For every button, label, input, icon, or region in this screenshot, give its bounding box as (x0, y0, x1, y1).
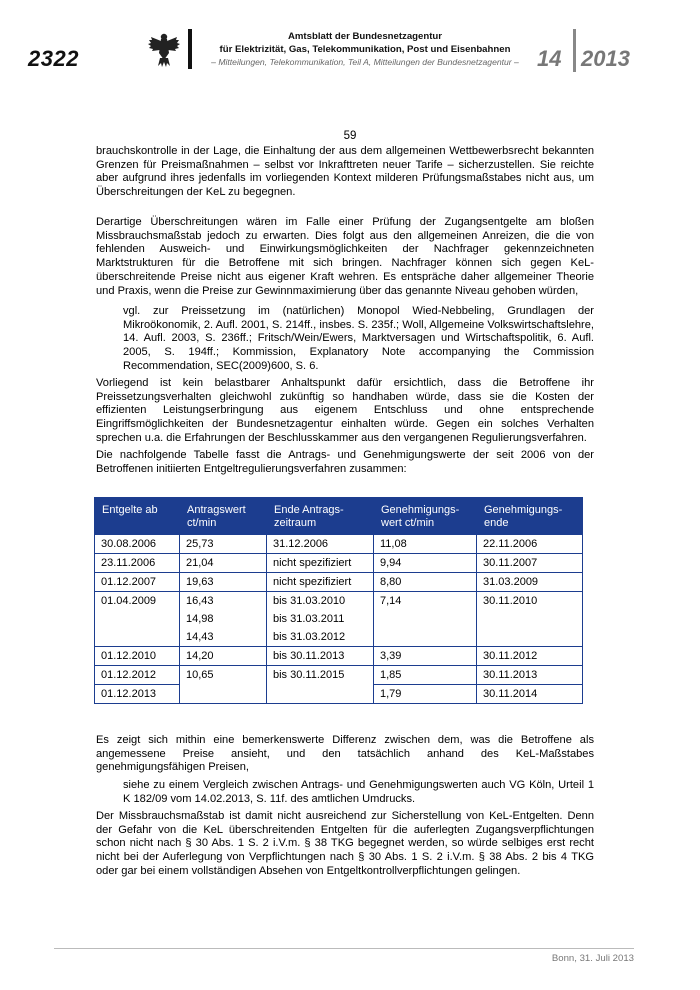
cell-antragswert: 19,63 (180, 573, 267, 592)
cell-ende: 31.12.2006 (267, 535, 374, 554)
cell-entgelte-ab: 01.12.2012 (95, 666, 180, 685)
cell-antragswert: 21,04 (180, 554, 267, 573)
cell-entgelte-ab: 01.12.2013 (95, 685, 180, 704)
header-genehmigungsende: Genehmigungs-ende (477, 498, 583, 535)
header-entgelte-ab: Entgelte ab (95, 498, 180, 535)
cell-antragswert (180, 592, 267, 647)
cell-ende: bis 30.11.2013 (267, 647, 374, 666)
table-row (95, 647, 583, 666)
cell-ende: nicht spezifiziert (267, 554, 374, 573)
cell-ende: nicht spezifiziert (267, 573, 374, 592)
ende-line-2: bis 31.03.2011 (273, 613, 345, 625)
citation-2: siehe zu einem Vergleich zwischen Antrags- und Genehmigungswerten auch VG Köln, Urteil 1 K 182/09 vom 14.02.2013, S. 11f. des amtlichen Umdrucks. (123, 779, 594, 805)
cell-genehmigungsende: 30.11.2013 (477, 666, 583, 685)
federal-eagle-icon (148, 30, 180, 70)
cell-genehmigungswert: 3,39 (374, 647, 477, 666)
header-ende-antragszeitraum: Ende Antrags-zeitraum (267, 498, 374, 535)
issue-divider (573, 29, 576, 72)
issue-number: 14 (537, 46, 562, 71)
cell-entgelte-ab: 01.12.2010 (95, 647, 180, 666)
ende-line-1: bis 31.03.2010 (273, 595, 346, 607)
cell-genehmigungswert: 7,14 (374, 592, 477, 647)
publication-title-line-2: für Elektrizität, Gas, Telekommunikation, Post und Eisenbahnen (219, 43, 511, 55)
cell-genehmigungsende: 30.11.2007 (477, 554, 583, 573)
paragraph-1: brauchskontrolle in der Lage, die Einhaltung der aus dem allgemeinen Wettbewerbsrecht bekannten Grenzen für Preismaßnahmen – selbst vor Inkrafttreten neuer Tarife – sicherzustellen. Sie reichte aber aufgrund ihres jedenfalls im vorliegenden Kontext milderen Prüfungsmaßstabes nicht aus, um Überschreitungen der KeL zu begegnen. (96, 145, 594, 199)
paragraph-5: Es zeigt sich mithin eine bemerkenswerte Differenz zwischen dem, was die Betroffene als angemessene Preise ansieht, und den tatsächlich anhand des KeL-Maßstabes genehmigungsfähigen Preisen, (96, 734, 594, 774)
antragswert-line-2: 14,98 (186, 613, 214, 625)
table-row (95, 573, 583, 592)
cell-genehmigungswert: 1,79 (374, 685, 477, 704)
publication-title-line-1: Amtsblatt der Bundesnetzagentur (287, 31, 443, 42)
cell-ende: bis 30.11.2015 (267, 666, 374, 704)
footer-place-date: Bonn, 31. Juli 2013 (551, 953, 634, 964)
paragraph-6: Der Missbrauchsmaßstab ist damit nicht ausreichend zur Sicherstellung von KeL-Entgelten. Denn der Gefahr von die KeL überschreitenden Entgelten für die auferlegten Zugangsverpflichtungen schon nicht nach § 30 Abs. 1 S. 2 i.V.m. § 38 TKG begegnet werden, so würde selbiges erst recht nicht bei der Auferlegung von Verpflichtungen nach § 30 Abs. 1 S. 2 i.V.m. § 38 Abs. 2 bis 4 TKG oder gar bei einem vollständigen Absehen von Entgeltkontrollverpflichtungen gelingen. (96, 810, 594, 877)
publication-title (200, 31, 530, 56)
cell-entgelte-ab: 01.12.2007 (95, 573, 180, 592)
table-row (95, 592, 583, 647)
cell-antragswert: 14,20 (180, 647, 267, 666)
issue-year: 2013 (581, 46, 630, 71)
cell-genehmigungswert: 8,80 (374, 573, 477, 592)
header-divider (188, 29, 192, 69)
page-number: 2322 (28, 46, 79, 71)
cell-genehmigungsende: 30.11.2010 (477, 592, 583, 647)
cell-genehmigungsende: 22.11.2006 (477, 535, 583, 554)
paragraph-2: Derartige Überschreitungen wären im Falle einer Prüfung der Zugangsentgelte am bloßen Missbrauchsmaßstab jedoch zu erwarten. Dies folgt aus den allgemeinen Anreizen, die die von fehlenden Ausweich- und Einwirkungsmöglichkeiten der Nachfrager gekennzeichneten Marktstrukturen für die Betroffene mit sich bringen. Nachfrager können sich gegen KeL-überschreitende Preise nicht aus eigener Kraft wehren. Es entspräche daher allgemeiner Theorie und Praxis, wenn die Preise zur Gewinnmaximierung über das genannte Niveau gehoben würden, (96, 216, 594, 297)
section-subtitle: – Mitteilungen, Telekommunikation, Teil A, Mitteilungen der Bundesnetzagentur – (211, 57, 519, 67)
cell-entgelte-ab: 01.04.2009 (95, 592, 180, 647)
citation-1: vgl. zur Preissetzung im (natürlichen) Monopol Wied-Nebbeling, Grundlagen der Mikroökonomik, 2. Aufl. 2001, S. 214ff., insbes. S. 235f.; Woll, Allgemeine Volkswirtschaftslehre, 14. Aufl. 2003, S. 236ff.; Fritsch/Wein/Ewers, Marktversagen und Wirtschaftspolitik, 6. Aufl. 2005, S. 194ff.; Kommission, Explanatory Note accompanying the Commission Recommendation, SEC(2009)600, S. 6. (123, 305, 594, 372)
antragswert-line-1: 16,43 (186, 595, 214, 607)
cell-genehmigungswert: 11,08 (374, 535, 477, 554)
footer-divider (54, 948, 634, 949)
table-row (95, 554, 583, 573)
cell-genehmigungsende: 31.03.2009 (477, 573, 583, 592)
antragswert-line-3: 14,43 (186, 631, 214, 643)
table-row (95, 535, 583, 554)
cell-antragswert: 10,65 (180, 666, 267, 704)
cell-ende (267, 592, 374, 647)
header-antragswert: Antragswert ct/min (180, 498, 267, 535)
table-header-row (95, 498, 583, 535)
cell-entgelte-ab: 23.11.2006 (95, 554, 180, 573)
cell-genehmigungswert: 1,85 (374, 666, 477, 685)
cell-genehmigungsende: 30.11.2014 (477, 685, 583, 704)
header-genehmigungswert: Genehmigungs-wert ct/min (374, 498, 477, 535)
paragraph-3: Vorliegend ist kein belastbarer Anhaltspunkt dafür ersichtlich, dass die Betroffene ihr Preissetzungsverhalten gleichwohl zukünftig so handhaben würde, dass sie die Kosten der effizienten Leistungserbringung aus eigenem Entschluss und ohne entsprechende Eingriffsmöglichkeiten der Bundesnetzagentur einhalten würde. Gegen ein solches Verhalten sprechen u.a. die Erfahrungen der Beschlusskammer aus den vergangenen Regulierungsverfahren. (96, 377, 594, 444)
cell-genehmigungsende: 30.11.2012 (477, 647, 583, 666)
document-page-number: 59 (343, 130, 357, 142)
ende-line-3: bis 31.03.2012 (273, 631, 346, 643)
paragraph-4: Die nachfolgende Tabelle fasst die Antrags- und Genehmigungswerte der seit 2006 von der Betroffenen initiierten Entgeltregulierungsverfahren zusammen: (96, 449, 594, 475)
tariff-table (94, 497, 583, 704)
cell-antragswert: 25,73 (180, 535, 267, 554)
cell-entgelte-ab: 30.08.2006 (95, 535, 180, 554)
table-row (95, 666, 583, 685)
cell-genehmigungswert: 9,94 (374, 554, 477, 573)
